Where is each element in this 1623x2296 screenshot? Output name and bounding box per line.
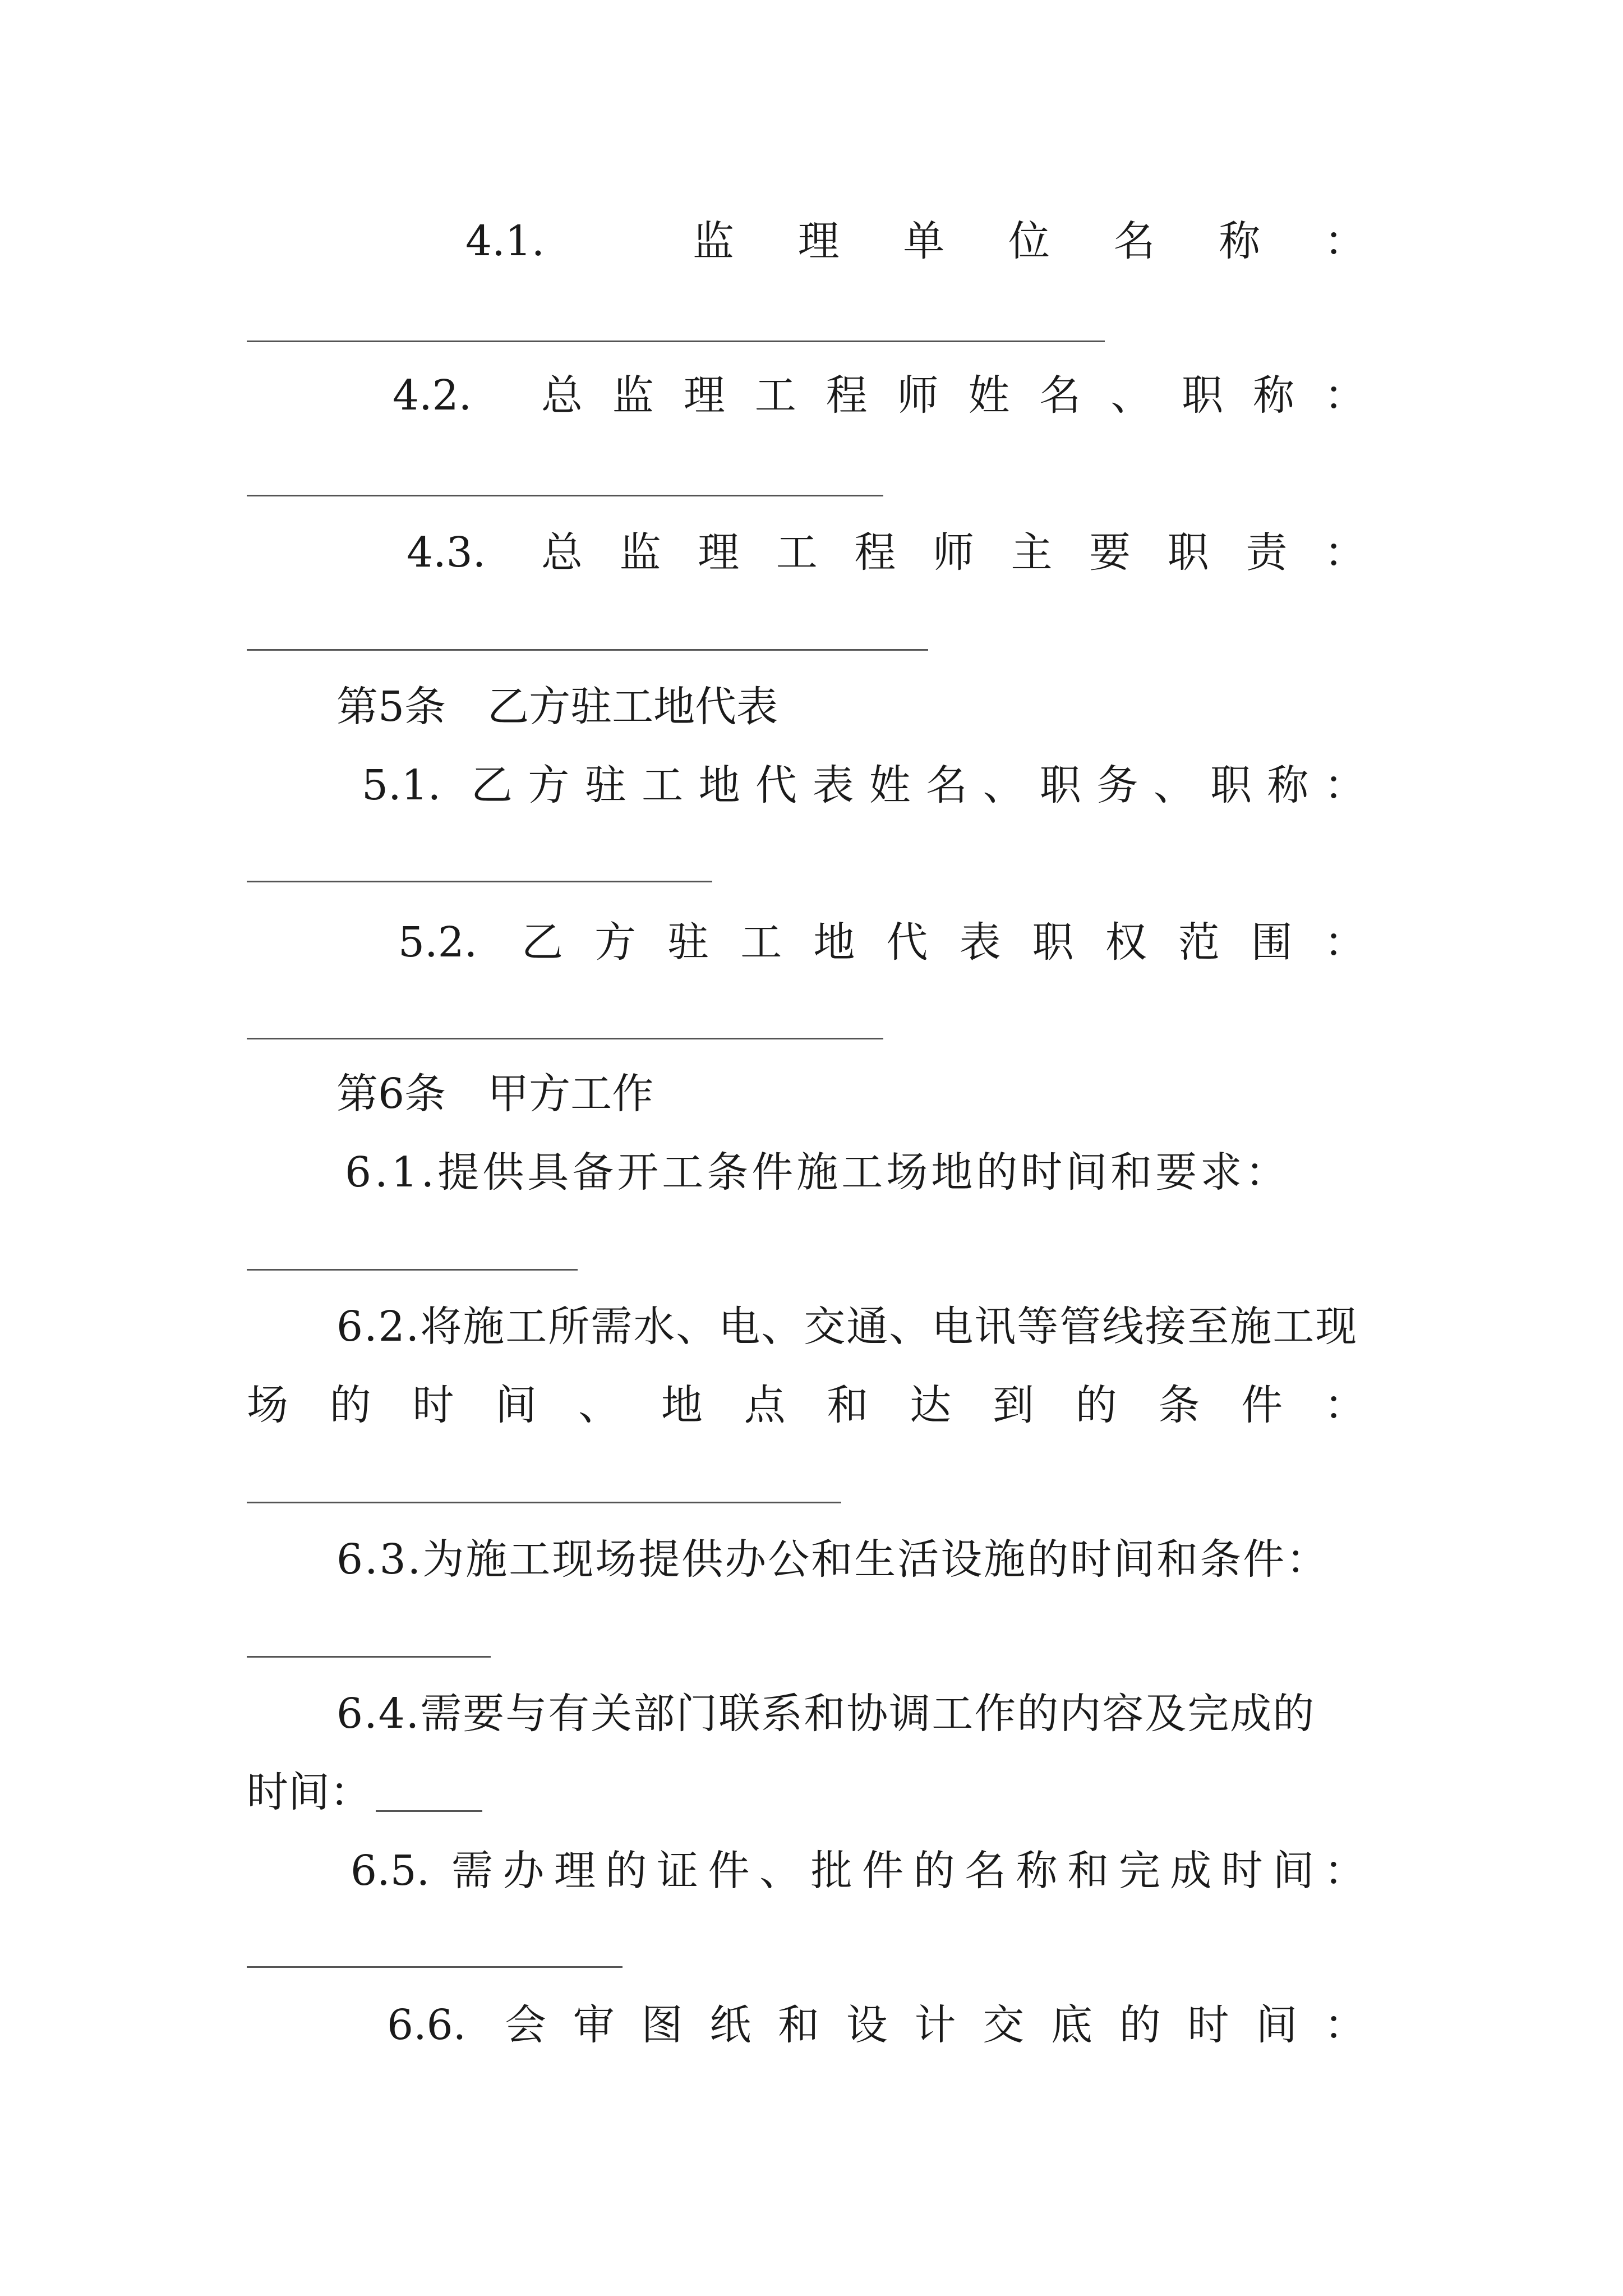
spread-char: 完 xyxy=(1118,1847,1160,1895)
spread-char: 乙 xyxy=(522,918,563,967)
spread-char: 乙 xyxy=(471,761,513,809)
spread-char: 间 xyxy=(1256,2001,1298,2049)
spread-char: 师 xyxy=(897,371,939,420)
spread-char: 监 xyxy=(612,371,654,420)
clause-4-2-number: 4.2. xyxy=(393,371,472,420)
clause-4-1-text xyxy=(693,213,1366,269)
spread-char: 间 xyxy=(495,1381,537,1429)
spread-char: 的 xyxy=(1119,2001,1161,2049)
spread-char: 职 xyxy=(1167,528,1209,577)
spread-char: 师 xyxy=(932,528,974,577)
spread-char: 称 xyxy=(1267,761,1309,809)
spread-char: 、 xyxy=(578,1381,620,1429)
spread-char: 时 xyxy=(1221,1847,1263,1895)
spread-char: 交 xyxy=(983,2001,1025,2049)
spread-char: 地 xyxy=(813,918,855,967)
spread-char: 职 xyxy=(1182,371,1224,420)
spread-char: 称 xyxy=(1016,1847,1058,1895)
spread-char: 理 xyxy=(683,371,725,420)
spread-char: 名 xyxy=(926,761,968,809)
spread-char: 到 xyxy=(992,1381,1034,1429)
spread-char: 的 xyxy=(605,1847,647,1895)
clause-4-2-text xyxy=(541,367,1366,424)
spread-char: 驻 xyxy=(667,918,709,967)
clause-6-2-line2 xyxy=(247,1377,1366,1433)
spread-char: 的 xyxy=(329,1381,371,1429)
clause-6-5-number: 6.5. xyxy=(351,1847,430,1895)
blank-line-4-2 xyxy=(247,495,883,496)
clause-6-6-number: 6.6. xyxy=(387,2001,467,2049)
spread-char: 表 xyxy=(959,918,1001,967)
spread-char: 会 xyxy=(505,2001,546,2049)
spread-char: ： xyxy=(1324,1381,1366,1429)
spread-char: 表 xyxy=(812,761,854,809)
clause-4-1-number: 4.1. xyxy=(465,217,545,265)
clause-5-2-number: 5.2. xyxy=(398,918,478,967)
spread-char: 名 xyxy=(1113,217,1155,265)
clause-4-3-number: 4.3. xyxy=(407,528,486,577)
spread-char: 成 xyxy=(1170,1847,1212,1895)
spread-char: 件 xyxy=(1241,1381,1283,1429)
spread-char: 姓 xyxy=(968,371,1010,420)
clause-6-3: 6.3.为施工现场提供办公和生活设施的时间和条件： xyxy=(336,1535,1330,1584)
spread-char: 证 xyxy=(657,1847,699,1895)
spread-char: 总 xyxy=(541,528,583,577)
spread-char: 和 xyxy=(778,2001,819,2049)
spread-char: 责 xyxy=(1246,528,1288,577)
spread-char: 底 xyxy=(1051,2001,1092,2049)
spread-char: 职 xyxy=(1039,761,1081,809)
spread-char: 场 xyxy=(247,1381,288,1429)
clause-6-2-line1: 6.2.将施工所需水、电、交通、电讯等管线接至施工现 xyxy=(336,1303,1358,1351)
spread-char: 驻 xyxy=(584,761,626,809)
spread-char: 位 xyxy=(1008,217,1050,265)
spread-char: 姓 xyxy=(869,761,911,809)
spread-char: ： xyxy=(1324,528,1366,577)
spread-char: 设 xyxy=(846,2001,888,2049)
spread-char: 工 xyxy=(754,371,796,420)
spread-char: 范 xyxy=(1178,918,1220,967)
spread-char: 工 xyxy=(642,761,684,809)
spread-char: 和 xyxy=(827,1381,869,1429)
spread-char: 称 xyxy=(1219,217,1261,265)
spread-char: ： xyxy=(1324,761,1366,809)
spread-char: 权 xyxy=(1105,918,1147,967)
blank-line-4-3 xyxy=(247,649,928,651)
blank-line-6-1 xyxy=(247,1269,578,1271)
clause-5-1-text xyxy=(471,757,1366,813)
spread-char: 工 xyxy=(776,528,818,577)
article-5-heading: 第5条 乙方驻工地代表 xyxy=(336,683,778,731)
blank-line-5-2 xyxy=(247,1038,883,1039)
blank-line-6-2 xyxy=(247,1502,841,1503)
spread-char: 程 xyxy=(826,371,868,420)
clause-6-6-text xyxy=(505,1997,1366,2053)
spread-char: ： xyxy=(1324,2001,1366,2049)
spread-char: 理 xyxy=(698,528,740,577)
spread-char: 批 xyxy=(810,1847,852,1895)
clause-5-2-text xyxy=(522,914,1366,970)
blank-line-4-1 xyxy=(247,341,1105,342)
spread-char: 点 xyxy=(744,1381,786,1429)
spread-char: 地 xyxy=(698,761,740,809)
spread-char: 间 xyxy=(1272,1847,1315,1895)
blank-line-6-4 xyxy=(376,1810,482,1812)
spread-char: ： xyxy=(1324,217,1366,265)
spread-char: 方 xyxy=(528,761,570,809)
spread-char: 代 xyxy=(886,918,928,967)
clause-6-1: 6.1.提供具备开工条件施工场地的时间和要求： xyxy=(345,1148,1290,1197)
spread-char: 需 xyxy=(451,1847,493,1895)
spread-char: 单 xyxy=(903,217,945,265)
spread-char: 职 xyxy=(1032,918,1074,967)
clause-6-4-line1: 6.4.需要与有关部门联系和协调工作的内容及完成的 xyxy=(336,1690,1316,1738)
spread-char: 的 xyxy=(913,1847,955,1895)
spread-char: 方 xyxy=(594,918,637,967)
spread-char: 的 xyxy=(1075,1381,1117,1429)
clause-6-5-text xyxy=(451,1843,1366,1899)
spread-char: 名 xyxy=(965,1847,1007,1895)
spread-char: 件 xyxy=(708,1847,750,1895)
spread-char: 和 xyxy=(1067,1847,1109,1895)
spread-char: 审 xyxy=(573,2001,615,2049)
spread-char: 主 xyxy=(1011,528,1053,577)
blank-line-6-5 xyxy=(247,1966,623,1968)
spread-char: 监 xyxy=(693,217,734,265)
blank-line-5-1 xyxy=(247,881,712,882)
spread-char: 代 xyxy=(755,761,797,809)
spread-char: 、 xyxy=(1110,371,1152,420)
spread-char: 计 xyxy=(914,2001,956,2049)
spread-char: 地 xyxy=(661,1381,703,1429)
spread-char: 职 xyxy=(1210,761,1252,809)
spread-char: 工 xyxy=(740,918,782,967)
spread-char: 办 xyxy=(502,1847,545,1895)
spread-char: 、 xyxy=(759,1847,801,1895)
spread-char: 总 xyxy=(541,371,583,420)
spread-char: 理 xyxy=(554,1847,596,1895)
clause-4-3-text xyxy=(541,524,1366,581)
clause-5-1-number: 5.1. xyxy=(362,761,441,809)
spread-char: 围 xyxy=(1251,918,1293,967)
spread-char: 件 xyxy=(862,1847,904,1895)
spread-char: ： xyxy=(1324,371,1366,420)
spread-char: 达 xyxy=(910,1381,952,1429)
spread-char: 称 xyxy=(1253,371,1295,420)
spread-char: ： xyxy=(1324,1847,1366,1895)
spread-char: 纸 xyxy=(709,2001,751,2049)
article-6-heading: 第6条 甲方工作 xyxy=(336,1070,654,1118)
spread-char: 图 xyxy=(641,2001,683,2049)
spread-char: 务 xyxy=(1096,761,1138,809)
clause-6-4-line2-text: 时间： xyxy=(247,1768,371,1816)
spread-char: ： xyxy=(1324,918,1366,967)
clause-6-4-line2 xyxy=(247,1764,482,1820)
spread-char: 理 xyxy=(797,217,840,265)
spread-char: 监 xyxy=(619,528,661,577)
spread-char: 程 xyxy=(854,528,896,577)
spread-char: 条 xyxy=(1158,1381,1200,1429)
spread-char: 要 xyxy=(1089,528,1131,577)
blank-line-6-3 xyxy=(247,1656,491,1658)
spread-char: 时 xyxy=(1187,2001,1229,2049)
spread-char: 、 xyxy=(1153,761,1195,809)
spread-char: 名 xyxy=(1039,371,1081,420)
spread-char: 时 xyxy=(412,1381,454,1429)
spread-char: 、 xyxy=(983,761,1025,809)
